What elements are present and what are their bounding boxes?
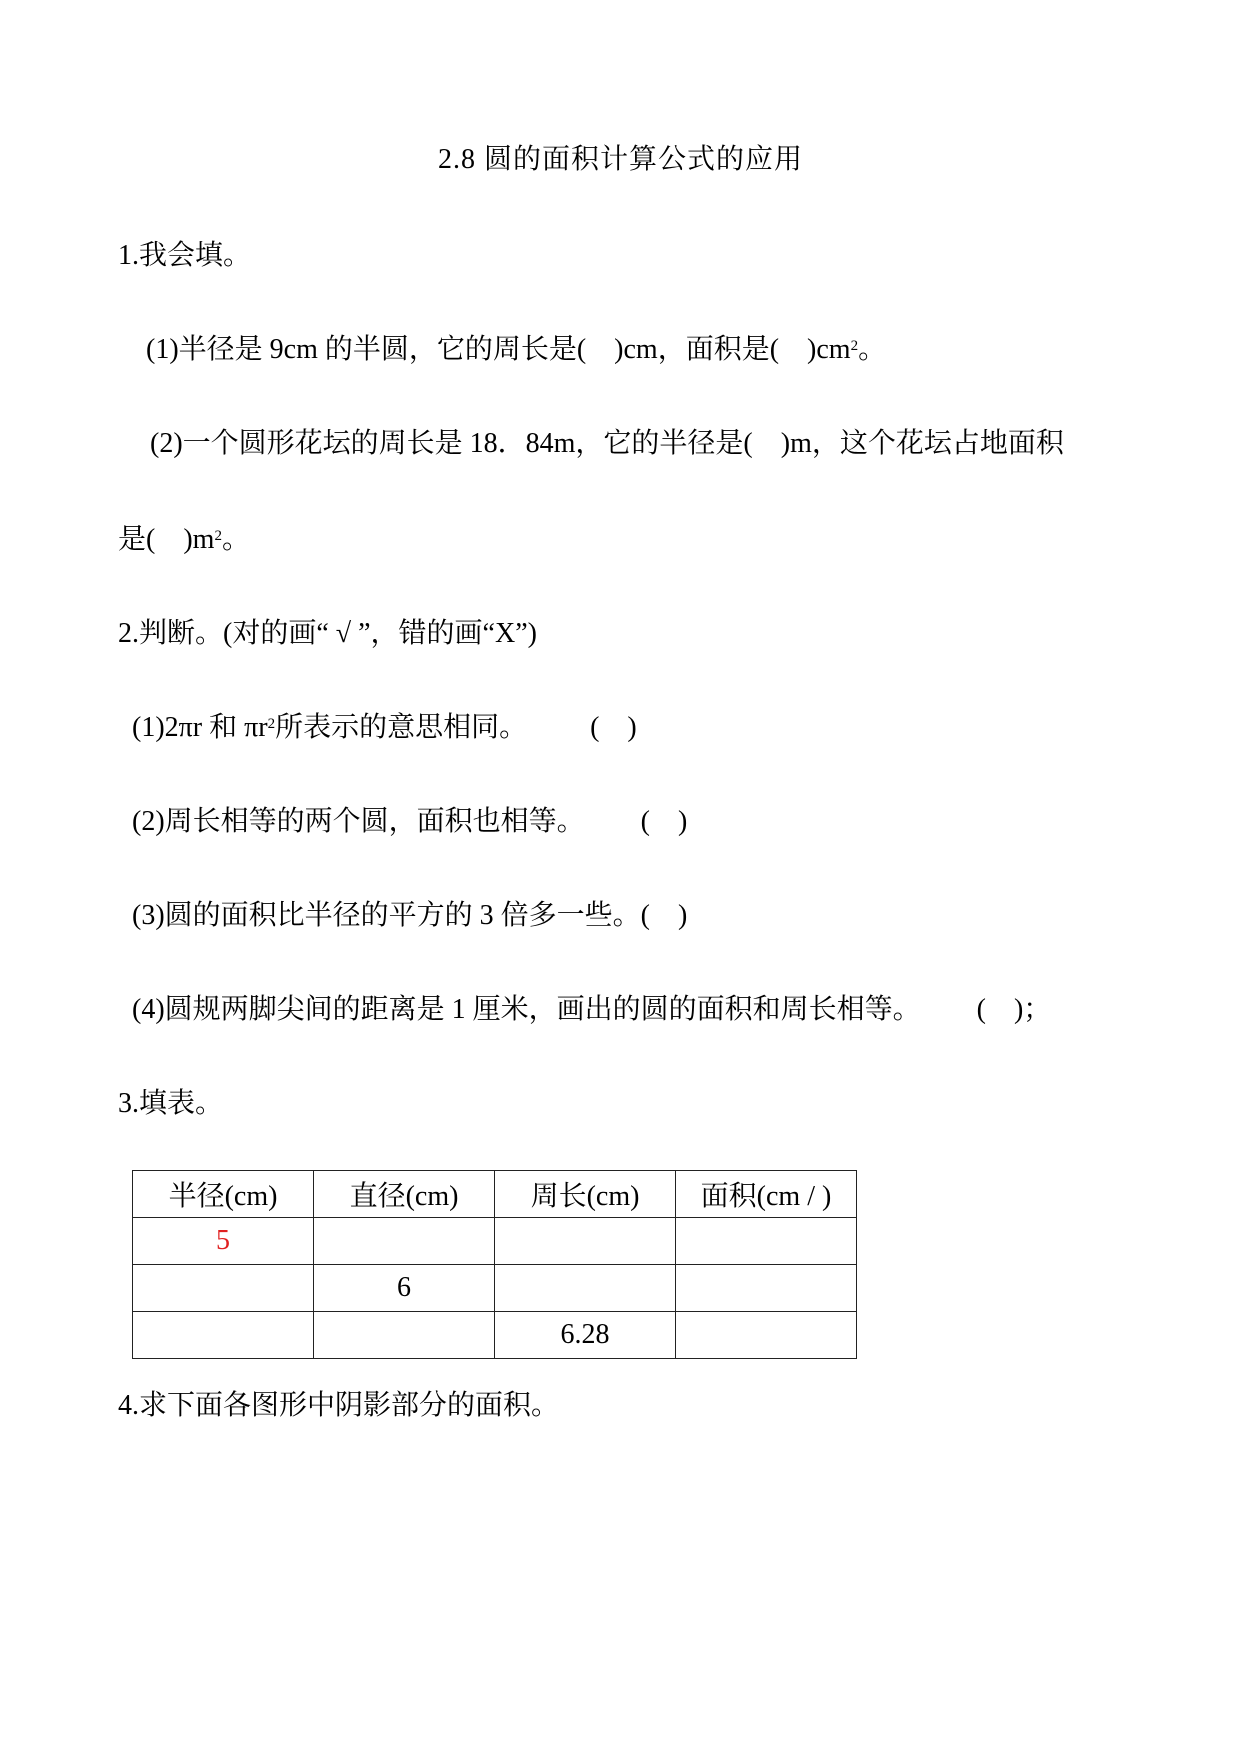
table-cell: 6 — [314, 1265, 495, 1312]
q2-item-2: (2)周长相等的两个圆，面积也相等。 ( ) — [132, 806, 688, 837]
q1-item-2-line-2 — [118, 520, 250, 560]
table-header-row — [133, 1171, 857, 1218]
q2-heading: 2.判断。(对的画“ √ ”，错的画“X”) — [118, 618, 537, 649]
q2-item-1 — [132, 708, 637, 748]
table-cell — [676, 1312, 857, 1359]
table-cell — [676, 1265, 857, 1312]
table-header-circumference: 周长(cm) — [495, 1171, 676, 1218]
table-row — [133, 1265, 857, 1312]
table-cell — [314, 1312, 495, 1359]
table-cell — [676, 1218, 857, 1265]
q1-item-2-end: 。 — [221, 524, 250, 555]
q2-item-1-end: 所表示的意思相同。 ( ) — [275, 712, 637, 743]
q2-item-1-text: (1)2πr 和 πr — [132, 712, 268, 743]
q2-item-3: (3)圆的面积比半径的平方的 3 倍多一些。( ) — [132, 900, 688, 931]
fill-table — [132, 1170, 857, 1359]
table-cell — [133, 1312, 314, 1359]
table-cell — [314, 1218, 495, 1265]
q2-item-1-exponent: 2 — [267, 716, 276, 732]
table-cell — [495, 1265, 676, 1312]
q1-item-2-line-2-text: 是( )m — [118, 524, 215, 555]
table-row — [133, 1312, 857, 1359]
table-header-radius: 半径(cm) — [133, 1171, 314, 1218]
table-cell — [495, 1218, 676, 1265]
q1-item-1-end: 。 — [858, 334, 887, 365]
table-row — [133, 1218, 857, 1265]
q1-heading: 1.我会填。 — [118, 240, 252, 271]
q1-item-1-exponent: 2 — [850, 338, 859, 354]
table-cell: 5 — [133, 1218, 314, 1265]
q1-item-1-text: (1)半径是 9cm 的半圆，它的周长是( )cm，面积是( )cm — [146, 334, 851, 365]
table-header-diameter: 直径(cm) — [314, 1171, 495, 1218]
q3-heading: 3.填表。 — [118, 1088, 224, 1119]
q1-item-2-line-1: (2)一个圆形花坛的周长是 18．84m，它的半径是( )m，这个花坛占地面积 — [150, 428, 1064, 459]
q4-heading: 4.求下面各图形中阴影部分的面积。 — [118, 1390, 560, 1421]
table-header-area: 面积(cm / ) — [676, 1171, 857, 1218]
page-title: 2.8 圆的面积计算公式的应用 — [437, 144, 803, 175]
q1-item-1 — [146, 330, 886, 370]
q2-item-4: (4)圆规两脚尖间的距离是 1 厘米，画出的圆的面积和周长相等。 ( )； — [132, 994, 1052, 1025]
table-cell — [133, 1265, 314, 1312]
q1-item-2-exponent: 2 — [214, 528, 222, 544]
table-cell: 6.28 — [495, 1312, 676, 1359]
